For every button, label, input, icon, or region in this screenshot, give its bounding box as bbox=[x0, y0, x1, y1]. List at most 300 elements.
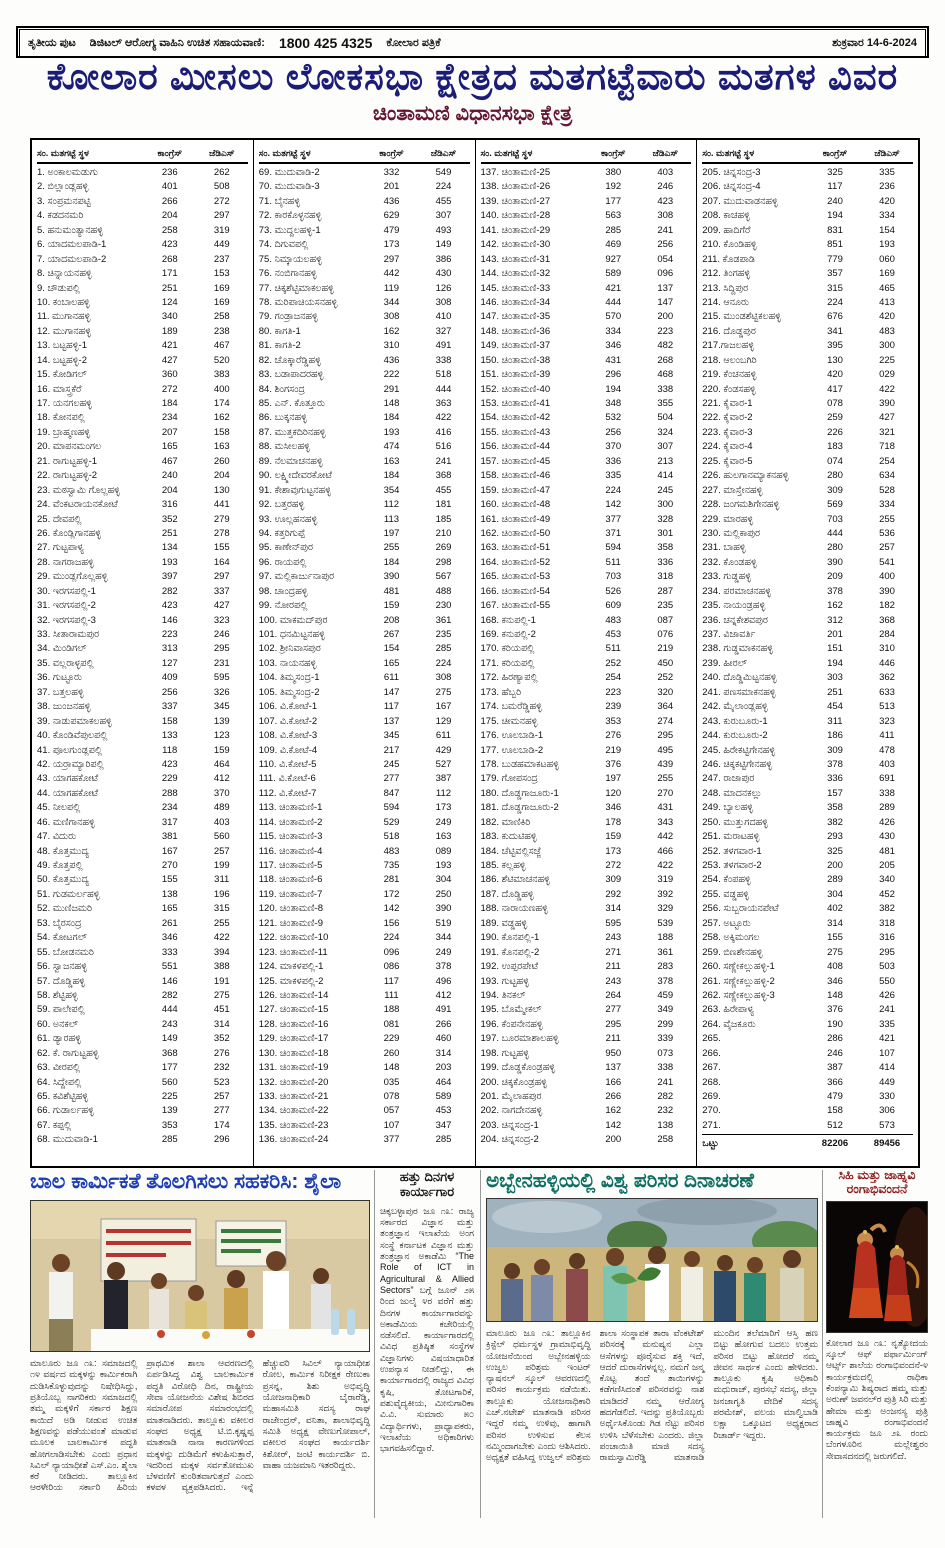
table-row bbox=[259, 772, 470, 786]
table-cell: 289 bbox=[879, 802, 895, 814]
table-cell: 148 bbox=[383, 398, 400, 409]
table-cell: 285 bbox=[605, 224, 622, 236]
table-cell: 395 bbox=[827, 340, 843, 352]
table-row bbox=[259, 527, 470, 541]
table-cell: 244. ಕುರುಬೂರು-2 bbox=[702, 730, 768, 742]
table-cell: 297 bbox=[213, 571, 230, 583]
table-row bbox=[481, 513, 692, 527]
table-cell: 361 bbox=[657, 946, 674, 958]
table-cell: 282 bbox=[657, 1091, 674, 1102]
table-cell: 188. ನಾರಾಯಣಹಳ್ಳಿ bbox=[480, 903, 548, 915]
table-cell: 173 bbox=[435, 802, 452, 814]
table-cell: 364 bbox=[657, 701, 674, 713]
table-cell: 165 bbox=[161, 441, 178, 453]
table-cell: 261 bbox=[161, 917, 178, 929]
article-body: ಮಾಲೂರು ಜೂ ೧೩: ತಾಲ್ಲೂಕಿನ ಕ್ರಿಸ್ಟೆಲ್ ಧರ್ಮಸ್ಥಳ ಗ್ರಾಮಾಭಿವೃದ್ಧಿ ಯೋಜನೆಯಿಂದ ಅಬ್ಬೇನಹಳ್ಳಿಯ ಉಜ್ವಲ ಪರಿಶ್ರಮ ಇಂಟರ್ ನ್ಯಾಷನಲ್ ಸ್ಕೂಲ್ ಆವರಣದಲ್ಲಿ ಪರಿಸರ ಕಾರ್ಯಕ್ರಮ ನಡೆಯಿತು. ತಾಲ್ಲೂಕು ಯೋಜನಾಧಿಕಾರಿ ಎಚ್.ನಟೇಶ್ ಮಾತನಾಡಿ ಪರಿಸರ ಇದ್ದರೆ ನಮ್ಮ ಉಳಿವು, ಹಾಗಾಗಿ ಪರಿಸರ ಉಳಿಸುವ ಕೆಲಸ ನಮ್ಮಿಂದಾಗಬೇಕು ಎಂದು ಆಶಿಸಿದರು. ಅಧ್ಯಕ್ಷತೆ ವಹಿಸಿದ್ದ ಉಜ್ವಲ್ ಪರಿಶ್ರಮ ಶಾಲಾ ಸಂಸ್ಥಾಪಕ ತಾರಾ ವೆಂಕಟೇಶ್ ಪರಿಸರಕ್ಕೆ ಮನುಷ್ಯನ ಎಲ್ಲಾ ಆಸೆಗಳನ್ನು ಪೂರೈಸುವ ಶಕ್ತಿ ಇದೆ, ಆದರೆ ದುರಾಸೆಗಳನ್ನಲ್ಲ. ನಮಗೆ ಜನ್ಮ ಕೊಟ್ಟ ತಂದೆ ತಾಯಿಗಳನ್ನು ಕಡೆಗಣಿಸಿದಂತೆ ಪರಿಸರವನ್ನು ನಾಶ ಮಾಡಿದರೆ ನಮ್ಮ ಆರೋಗ್ಯ ಹದಗೆಡಲಿದೆ. ಇದನ್ನು ಪ್ರತಿಯೊಬ್ಬರು ಅರ್ಥೈಸಿಕೊಂಡು ಗಿಡ ನೆಟ್ಟು ಪರಿಸರ ಉಳಿಸಿ ಬೆಳೆಸಬೇಕು ಎಂದರು. ಜಿಲ್ಲಾ ಪಂಚಾಯಿತಿ ಮಾಜಿ ಸದಸ್ಯ ರಾಮಸ್ವಾಮಿರೆಡ್ಡಿ ಮಾತನಾಡಿ ಮುಂದಿನ ತಲೆಮಾರಿಗೆ ಆಸ್ತಿ ಹಣ ಬಿಟ್ಟು ಹೋಗುವ ಬದಲು ಉತ್ತಮ ಪರಿಸರ ಬಿಟ್ಟು ಹೋದರೆ ನಮ್ಮ ಜೀವನ ಸಾರ್ಥಕ ಎಂದು ಹೇಳಿದರು. ತಾಲ್ಲೂಕು ಕೃಷಿ ಅಧಿಕಾರಿ ಮಧುರಾಜ್, ಪುರಸಭೆ ಸದಸ್ಯ, ಜಿಲ್ಲಾ ಜನಜಾಗೃತಿ ವೇದಿಕೆ ಸದಸ್ಯ ಪರಮೇಶ್, ವಲಯ ಮಾಲ್ವಿಬಾಡಿ ಲಕ್ಷಾ ಒಕ್ಕೂಟದ ಅಧ್ಯಕ್ಷರಾದ ರಿಚಾರ್ಡ್ ಇದ್ದರು. bbox=[486, 1328, 818, 1463]
table-cell: 178. ಬುಡಹಮಾಕಟಹಳ್ಳಿ bbox=[480, 758, 559, 770]
table-cell: 311 bbox=[827, 715, 843, 727]
table-cell: 62. ಕೆ. ರಾಗುಟ್ಟಹಳ್ಳಿ bbox=[37, 1047, 99, 1059]
table-cell: 200 bbox=[657, 311, 674, 323]
table-cell: 43. ಯಾಗಹಕೋಟೆ bbox=[37, 773, 99, 785]
table-cell: 139 bbox=[213, 715, 230, 727]
table-cell: 529 bbox=[383, 816, 400, 828]
table-cell: 162 bbox=[827, 600, 843, 612]
table-cell: 13. ಬಟ್ಟಹಳ್ಳಿ-1 bbox=[37, 340, 87, 352]
table-cell: 442 bbox=[383, 268, 400, 280]
table-cell: 313 bbox=[161, 643, 178, 655]
table-row bbox=[37, 267, 248, 281]
table-cell: 527 bbox=[435, 758, 452, 770]
table-row bbox=[259, 830, 470, 844]
table-cell: 611 bbox=[383, 672, 400, 684]
table-cell: 210. ಕೊಂಡಿಹಳ್ಳಿ bbox=[702, 239, 757, 251]
table-cell: 338 bbox=[657, 1062, 674, 1074]
table-cell: 226. ಹುಲಗಾನಮ್ಯಾಕನಹಳ್ಳಿ bbox=[702, 470, 789, 482]
table-row bbox=[37, 253, 248, 267]
table-cell: 99. ನೋರಪಲ್ಲಿ bbox=[258, 600, 308, 612]
table-row bbox=[481, 772, 692, 786]
table-cell: 42. ಯರ್ರಾಮ್ಯಾರಿಪಲ್ಲಿ bbox=[37, 758, 104, 770]
table-cell: 086 bbox=[383, 961, 400, 973]
table-cell: 422 bbox=[213, 932, 230, 944]
table-cell: 254 bbox=[605, 672, 622, 684]
table-cell: 158 bbox=[213, 426, 230, 438]
table-cell: 288 bbox=[161, 787, 178, 799]
table-row bbox=[259, 166, 470, 180]
table-cell: 177 bbox=[161, 1062, 178, 1074]
table-cell: 275 bbox=[827, 946, 843, 958]
table-cell: 595 bbox=[605, 917, 622, 929]
table-cell: 94. ಕತ್ತರಿಗುಪ್ಪೆ bbox=[258, 527, 306, 539]
table-cell: 204 bbox=[213, 470, 230, 482]
table-row bbox=[702, 570, 913, 584]
table-cell: 311 bbox=[214, 874, 230, 886]
table-cell: 353 bbox=[605, 715, 622, 727]
table-cell: 79. ಗಂಡ್ರಾಜನಹಳ್ಳಿ bbox=[258, 311, 318, 323]
table-cell: 217.ಗಾಜಲಹಳ್ಳಿ bbox=[702, 340, 755, 352]
table-cell: 84. ಶಿಂಗಸಂದ್ರ bbox=[258, 383, 305, 395]
table-cell: 4. ಕಡದನಮರಿ bbox=[37, 210, 84, 222]
table-row bbox=[37, 859, 248, 873]
table-row bbox=[37, 787, 248, 801]
table-row bbox=[481, 426, 692, 440]
table-row bbox=[37, 296, 248, 310]
table-row bbox=[259, 744, 470, 758]
table-cell: 127 bbox=[161, 657, 178, 669]
table-cell: 272 bbox=[605, 860, 622, 871]
table-row bbox=[259, 238, 470, 252]
article-headline: ಅಬ್ಬೇನಹಳ್ಳಿಯಲ್ಲಿ ವಿಶ್ವ ಪರಿಸರ ದಿನಾಚರಣೆ bbox=[486, 1170, 754, 1192]
table-row bbox=[259, 888, 470, 902]
table-cell: 229. ಮಾರಹಳ್ಳಿ bbox=[702, 513, 754, 525]
table-row bbox=[481, 484, 692, 498]
table-cell: 246 bbox=[827, 1047, 843, 1059]
table-cell: 10. ಕಂಬಾಲಹಳ್ಳಿ bbox=[37, 296, 90, 308]
table-cell: 182. ಮಾಣಿಕಿರಿ bbox=[480, 816, 531, 828]
table-header-cell: ಜೆಡಿಎಸ್ bbox=[208, 148, 235, 158]
table-cell: 162 bbox=[383, 325, 400, 337]
table-cell: 466 bbox=[657, 845, 674, 857]
table-cell: 214. ಆನೂರು bbox=[702, 296, 750, 308]
table-cell: 266 bbox=[435, 1018, 452, 1030]
table-cell: 130 bbox=[827, 354, 843, 366]
table-row bbox=[259, 628, 470, 642]
table-cell: 718 bbox=[879, 441, 895, 453]
table-cell: 270. bbox=[702, 1105, 721, 1117]
table-cell: 308 bbox=[435, 672, 452, 684]
table-cell: 155 bbox=[213, 542, 230, 554]
table-cell: 217 bbox=[383, 744, 400, 756]
table-cell: 412 bbox=[213, 773, 230, 785]
table-row bbox=[259, 946, 470, 960]
table-cell: 228. ಜಂಗಮಶಿಗೇನಹಳ್ಳಿ bbox=[702, 499, 780, 511]
table-cell: 352 bbox=[161, 513, 178, 525]
table-cell: 162 bbox=[605, 1105, 622, 1117]
table-cell: 238 bbox=[213, 325, 230, 337]
table-cell: 234 bbox=[161, 412, 178, 424]
table-cell: 82. ಚೊಕ್ಕಾರೆಡ್ಡಿಹಳ್ಳಿ bbox=[258, 354, 321, 366]
table-cell: 318 bbox=[657, 571, 674, 583]
photo-environment-day bbox=[486, 1198, 818, 1322]
table-row bbox=[702, 931, 913, 945]
table-cell: 49. ಕೊತ್ತಪಲ್ಲಿ bbox=[37, 860, 83, 871]
table-cell: 609 bbox=[605, 600, 622, 612]
table-cell: 927 bbox=[605, 253, 622, 265]
table-row bbox=[481, 931, 692, 945]
table-cell: 191. ಕೊನಪಲ್ಲಿ-2 bbox=[480, 946, 540, 958]
table-cell: 431 bbox=[657, 802, 674, 814]
table-cell: 327 bbox=[435, 325, 452, 337]
table-cell: 174. ಬಮರೆಡ್ಡಿಹಳ್ಳಿ bbox=[480, 701, 542, 713]
table-cell: 229 bbox=[161, 773, 178, 785]
helpline-label: ಡಿಜಿಟಲ್ ಆರೋಗ್ಯ ವಾಹಿನಿ ಉಚಿತ ಸಹಾಯವಾಣಿ: bbox=[89, 36, 265, 49]
table-cell: 172 bbox=[383, 888, 400, 900]
table-cell: 536 bbox=[879, 527, 895, 539]
table-cell: 332 bbox=[383, 167, 400, 178]
table-cell: 184 bbox=[383, 412, 400, 424]
table-row bbox=[481, 917, 692, 931]
table-cell: 153 bbox=[213, 268, 230, 280]
table-cell: 258. ಅಕ್ಕಿಮಂಗಲ bbox=[702, 932, 760, 944]
table-cell: 235. ನಾಯಂಡ್ರಹಳ್ಳಿ bbox=[702, 600, 766, 612]
table-cell: 109. ವಿ.ಕೋಟೆ-4 bbox=[258, 744, 318, 756]
table-row bbox=[37, 960, 248, 974]
table-cell: 523 bbox=[213, 1076, 230, 1088]
table-cell: 426 bbox=[879, 989, 895, 1001]
table-cell: 194 bbox=[827, 210, 843, 222]
table-cell: 321 bbox=[879, 426, 895, 438]
table-cell: 491 bbox=[435, 340, 452, 352]
table-row bbox=[259, 1061, 470, 1075]
table-row bbox=[481, 469, 692, 483]
table-cell: 489 bbox=[213, 802, 230, 814]
table-row bbox=[702, 1119, 913, 1133]
table-row bbox=[37, 411, 248, 425]
table-cell: 197 bbox=[383, 527, 400, 539]
table-cell: 282 bbox=[161, 989, 178, 1001]
table-cell: 137 bbox=[657, 282, 674, 294]
table-cell: 3. ಸಂಪ್ರಮನಪಟ್ಟಿ bbox=[37, 195, 91, 207]
table-cell: 154 bbox=[879, 224, 895, 236]
table-cell: 297 bbox=[383, 253, 400, 265]
table-row bbox=[37, 310, 248, 324]
table-cell: 89. ನೆಲಮಾಚನಹಳ್ಳಿ bbox=[258, 455, 323, 467]
table-cell: 243 bbox=[605, 975, 622, 987]
table-cell: 403 bbox=[213, 816, 230, 828]
table-cell: 95. ಕಾಣೇನ್‌ಪುರ bbox=[258, 542, 313, 554]
table-cell: 184. ಚೆಟ್ಟಿವಲ್ಲಿಸಜ್ಜೆ bbox=[480, 845, 542, 857]
table-cell: 467 bbox=[161, 455, 178, 467]
table-row bbox=[259, 1104, 470, 1118]
table-cell: 64. ಸಿದ್ದೇಪಲ್ಲಿ bbox=[37, 1076, 82, 1088]
table-cell: 410 bbox=[435, 311, 452, 323]
table-cell: 209. ಹಾದಿಗೆರೆ bbox=[702, 224, 751, 236]
table-cell: 528 bbox=[879, 484, 895, 496]
table-cell: 358 bbox=[827, 802, 843, 814]
table-cell: 285 bbox=[161, 1134, 178, 1146]
table-cell: 334 bbox=[879, 210, 895, 222]
table-row bbox=[259, 426, 470, 440]
table-row bbox=[259, 556, 470, 570]
table-cell: 532 bbox=[605, 412, 622, 424]
table-row bbox=[37, 383, 248, 397]
table-cell: 296 bbox=[213, 1134, 230, 1146]
table-cell: 169 bbox=[879, 268, 895, 280]
table-cell: 167. ಚಿಂತಾಮಣಿ-55 bbox=[480, 600, 551, 612]
table-cell: 212. ತಿಂಗಹಳ್ಳಿ bbox=[702, 268, 751, 280]
table-row bbox=[481, 267, 692, 281]
table-row bbox=[37, 744, 248, 758]
table-cell: 44. ಯಾಗಹಕೋಟೆ bbox=[37, 787, 99, 799]
table-cell: 232 bbox=[213, 1062, 230, 1074]
table-row bbox=[481, 960, 692, 974]
table-row bbox=[259, 1018, 470, 1032]
table-cell: 341 bbox=[827, 325, 843, 337]
table-cell: 518 bbox=[435, 369, 452, 381]
table-row bbox=[481, 671, 692, 685]
table-cell: 215. ಮುಂಡಶೆಟ್ಟಿಕಲಹಳ್ಳಿ bbox=[702, 311, 781, 323]
table-cell: 304 bbox=[827, 888, 843, 900]
table-row bbox=[481, 253, 692, 267]
table-cell: 264 bbox=[605, 989, 622, 1001]
table-cell: 266. bbox=[702, 1047, 721, 1059]
table-row bbox=[702, 296, 913, 310]
table-cell: 224 bbox=[435, 657, 452, 669]
article-headline: ಹತ್ತು ದಿನಗಳ ಕಾರ್ಯಾಗಾರ bbox=[399, 1169, 455, 1199]
table-cell: 154 bbox=[383, 643, 400, 655]
table-cell: 245. ಹಿರೇಕಟ್ಟಿಗೇನಹಳ್ಳಿ bbox=[702, 744, 776, 756]
table-cell: 194 bbox=[605, 383, 622, 395]
table-header-cell: ಕಾಂಗ್ರೆಸ್ bbox=[379, 148, 404, 158]
table-row bbox=[259, 195, 470, 209]
table-cell: 106. ವಿ.ಕೋಟೆ-1 bbox=[258, 701, 318, 713]
table-cell: 159 bbox=[213, 744, 230, 756]
table-cell: 151 bbox=[827, 643, 843, 655]
table-cell: 250 bbox=[435, 888, 452, 900]
table-row bbox=[37, 195, 248, 209]
table-cell: 58. ಶೆಟ್ಟಿಹಳ್ಳಿ bbox=[37, 989, 78, 1001]
table-row bbox=[259, 469, 470, 483]
table-cell: 309 bbox=[605, 874, 622, 886]
table-cell: 481 bbox=[383, 585, 400, 597]
table-row bbox=[37, 1003, 248, 1017]
table-cell: 233. ಗುಡ್ಡಹಳ್ಳಿ bbox=[702, 571, 752, 583]
table-cell: 232 bbox=[657, 1105, 674, 1117]
table-row bbox=[702, 729, 913, 743]
table-row bbox=[702, 787, 913, 801]
table-cell: 262 bbox=[213, 167, 230, 178]
table-cell: 560 bbox=[213, 831, 230, 843]
table-cell: 254 bbox=[879, 455, 895, 467]
table-row bbox=[259, 989, 470, 1003]
table-cell: 59. ಪಾಲೇಪಲ್ಲಿ bbox=[37, 1004, 85, 1016]
table-cell: 123. ಚಿಂತಾಮಣಿ-11 bbox=[258, 946, 328, 958]
table-row bbox=[259, 368, 470, 382]
table-cell: 126 bbox=[435, 282, 452, 294]
table-cell: 175. ಚೀಮನಹಳ್ಳಿ bbox=[480, 715, 538, 727]
table-cell: 204 bbox=[161, 484, 178, 496]
table-row bbox=[259, 296, 470, 310]
table-cell: 201 bbox=[383, 181, 400, 193]
table-cell: 338 bbox=[657, 383, 674, 395]
table-cell: 176. ಊಲಬಾಡಿ-1 bbox=[480, 730, 544, 742]
table-cell: 318 bbox=[879, 917, 895, 929]
table-cell: 335 bbox=[605, 470, 622, 482]
table-cell: 8. ಚಿನ್ನಾಯನಹಳ್ಳಿ bbox=[37, 268, 92, 280]
table-row bbox=[259, 845, 470, 859]
table-cell: 165 bbox=[161, 903, 178, 915]
table-cell: 15. ಕೋಡಿಗಲ್ bbox=[37, 369, 87, 381]
table-cell: 113 bbox=[383, 513, 400, 525]
table-cell: 422 bbox=[657, 860, 674, 871]
table-row bbox=[37, 1061, 248, 1075]
table-cell: 376 bbox=[827, 1004, 843, 1016]
table-cell: 847 bbox=[383, 787, 400, 799]
table-cell: 157. ಚಿಂತಾಮಣಿ-45 bbox=[480, 455, 551, 467]
table-row bbox=[259, 960, 470, 974]
table-row bbox=[702, 873, 913, 887]
table-row bbox=[481, 599, 692, 613]
table-cell: 83. ಬಡಾಪಾದರಹಳ್ಳಿ bbox=[258, 369, 324, 381]
table-cell: 285 bbox=[435, 643, 452, 655]
table-row bbox=[259, 541, 470, 555]
table-cell: 54. ಕೋಟಗಲ್ bbox=[37, 932, 87, 944]
table-total-cell: ಒಟ್ಟು bbox=[702, 1138, 719, 1150]
table-row bbox=[702, 960, 913, 974]
table-cell: 224 bbox=[827, 296, 843, 308]
table-cell: 253. ತಳಗವಾರ-2 bbox=[702, 860, 762, 871]
table-row bbox=[481, 657, 692, 671]
table-cell: 073 bbox=[657, 1047, 674, 1059]
table-row bbox=[702, 253, 913, 267]
table-cell: 308 bbox=[657, 210, 674, 222]
table-cell: 449 bbox=[879, 1076, 895, 1088]
table-row bbox=[37, 1018, 248, 1032]
table-cell: 207 bbox=[161, 426, 178, 438]
table-cell: 411 bbox=[879, 730, 895, 742]
table-cell: 277 bbox=[605, 1004, 622, 1016]
table-row bbox=[702, 411, 913, 425]
table-cell: 446 bbox=[879, 657, 895, 669]
table-cell: 156. ಚಿಂತಾಮಣಿ-44 bbox=[480, 441, 551, 453]
page-title: ಕೋಲಾರ ಮೀಸಲು ಲೋಕಸಭಾ ಕ್ಷೇತ್ರದ ಮತಗಟ್ಟೆವಾರು ಮತಗಳ ವಿವರ bbox=[46, 56, 899, 97]
table-cell: 427 bbox=[879, 412, 895, 424]
table-row bbox=[37, 888, 248, 902]
table-cell: 73. ಮುದ್ದಲಹಳ್ಳಿ-1 bbox=[258, 224, 321, 236]
table-cell: 188 bbox=[383, 1004, 400, 1016]
table-cell: 306 bbox=[879, 1105, 895, 1117]
table-row bbox=[481, 209, 692, 223]
table-cell: 279 bbox=[213, 513, 230, 525]
table-row bbox=[481, 642, 692, 656]
table-cell: 257 bbox=[213, 845, 230, 857]
table-row bbox=[259, 642, 470, 656]
table-cell: 271 bbox=[605, 946, 622, 958]
table-cell: 85. ಎನ್. ಕೊತ್ತೂರು bbox=[258, 398, 325, 409]
table-cell: 159 bbox=[383, 600, 400, 612]
table-row bbox=[259, 671, 470, 685]
table-row bbox=[481, 325, 692, 339]
table-cell: 189 bbox=[161, 325, 178, 337]
table-cell: 465 bbox=[879, 282, 895, 294]
table-row bbox=[702, 498, 913, 512]
table-cell: 235 bbox=[435, 629, 452, 640]
table-row bbox=[702, 325, 913, 339]
table-cell: 22. ರಾಗುಟ್ಟಹಳ್ಳಿ-2 bbox=[37, 470, 98, 482]
table-cell: 208. ಕಾಚಹಳ್ಳಿ bbox=[702, 210, 750, 222]
table-cell: 314 bbox=[213, 1018, 230, 1030]
table-cell: 427 bbox=[161, 354, 178, 366]
table-row bbox=[259, 599, 470, 613]
table-cell: 258 bbox=[161, 224, 178, 236]
table-cell: 343 bbox=[657, 816, 674, 828]
table-row bbox=[702, 541, 913, 555]
table-cell: 158. ಚಿಂತಾಮಣಿ-46 bbox=[480, 470, 551, 482]
table-cell: 213. ಸಿದ್ದಿಪುರ bbox=[702, 282, 749, 294]
table-cell: 169 bbox=[213, 282, 230, 294]
table-cell: 467 bbox=[213, 340, 230, 352]
table-cell: 70. ಮುದುವಾಡಿ-3 bbox=[258, 181, 320, 193]
table-cell: 346 bbox=[161, 932, 178, 944]
table-cell: 241 bbox=[879, 1004, 895, 1016]
table-cell: 096 bbox=[657, 268, 674, 280]
table-cell: 222. ಕೈವಾರ-2 bbox=[702, 412, 753, 424]
table-cell: 111. ವಿ.ಕೋಟೆ-6 bbox=[258, 773, 316, 785]
table-row bbox=[481, 498, 692, 512]
table-row bbox=[37, 541, 248, 555]
table-cell: 165 bbox=[383, 657, 400, 669]
table-cell: 277 bbox=[213, 1105, 230, 1117]
table-row bbox=[702, 845, 913, 859]
table-cell: 167 bbox=[161, 845, 178, 857]
table-cell: 203. ಚಿನ್ನಸಂದ್ರ-1 bbox=[480, 1119, 539, 1131]
table-cell: 520 bbox=[213, 354, 230, 366]
table-cell: 346 bbox=[827, 975, 843, 987]
table-cell: 81. ಕಾಗತಿ-2 bbox=[258, 340, 301, 352]
table-row bbox=[259, 1047, 470, 1061]
table-cell: 319 bbox=[657, 874, 674, 886]
table-row bbox=[37, 801, 248, 815]
table-cell: 333 bbox=[161, 946, 178, 958]
table-cell: 226 bbox=[827, 426, 843, 438]
table-row bbox=[481, 1018, 692, 1032]
table-cell: 265. bbox=[702, 1033, 721, 1045]
table-row bbox=[702, 830, 913, 844]
table-row bbox=[702, 469, 913, 483]
table-cell: 260 bbox=[213, 455, 230, 467]
table-cell: 128. ಚಿಂತಾಮಣಿ-16 bbox=[258, 1018, 329, 1030]
table-cell: 330 bbox=[879, 1091, 895, 1102]
